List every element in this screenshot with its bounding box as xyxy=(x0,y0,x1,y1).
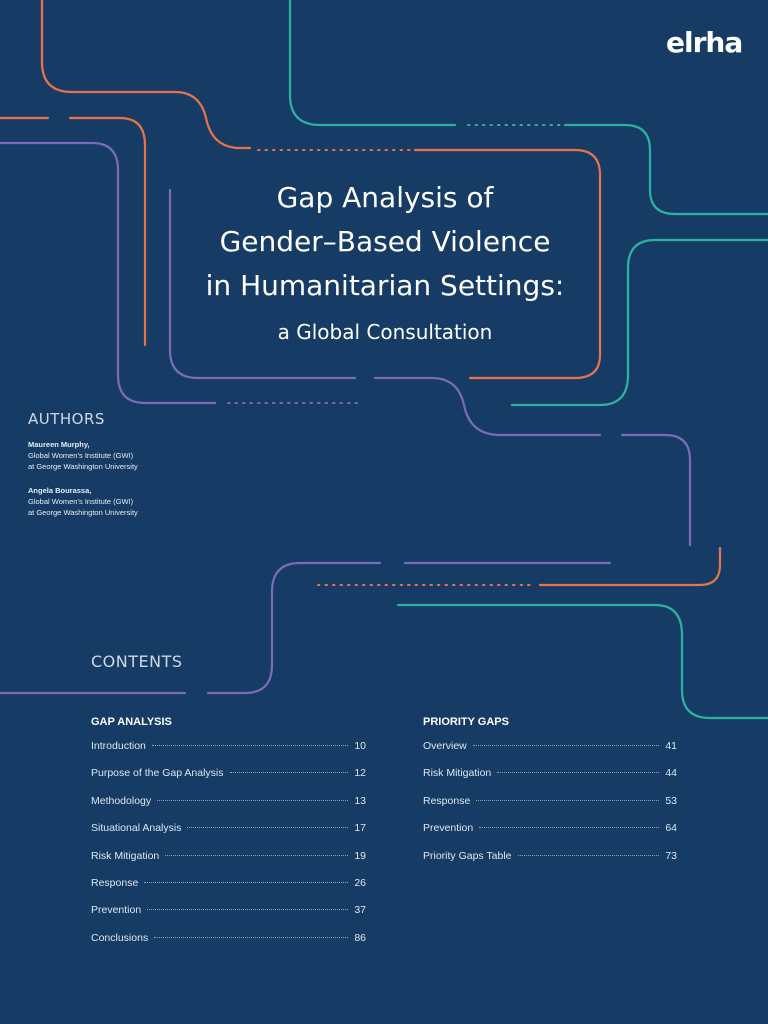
toc-entry-page: 64 xyxy=(665,822,677,835)
toc-entry-label: Risk Mitigation xyxy=(91,849,160,862)
toc-entry[interactable] xyxy=(91,877,366,904)
toc-entry-label: Conclusions xyxy=(91,931,149,944)
toc-entry-label: Risk Mitigation xyxy=(423,767,492,780)
toc-entry[interactable] xyxy=(91,795,366,822)
toc-dot-leader xyxy=(497,772,659,773)
title-line-3: in Humanitarian Settings: xyxy=(205,269,565,302)
toc-dot-leader xyxy=(230,772,349,773)
toc-dot-leader xyxy=(152,745,348,746)
toc-section-title: PRIORITY GAPS xyxy=(423,716,509,728)
toc-dot-leader xyxy=(147,909,348,910)
document-title xyxy=(175,176,595,344)
author-affiliation: at George Washington University xyxy=(28,508,138,517)
toc-dot-leader xyxy=(187,827,348,828)
toc-entry-page: 19 xyxy=(354,849,366,862)
author-affiliation: Global Women’s Institute (GWI) xyxy=(28,497,134,506)
toc-entry-page: 12 xyxy=(354,767,366,780)
toc-entry-page: 86 xyxy=(354,931,366,944)
toc-dot-leader xyxy=(165,855,348,856)
toc-entry-page: 13 xyxy=(354,794,366,807)
toc-dot-leader xyxy=(476,800,659,801)
authors-heading: AUTHORS xyxy=(28,410,105,428)
toc-entry-label: Prevention xyxy=(91,904,142,917)
elrha-logo: elrha xyxy=(666,26,743,59)
toc-dot-leader xyxy=(473,745,660,746)
toc-entry[interactable] xyxy=(423,850,677,877)
toc-entry-label: Situational Analysis xyxy=(91,822,182,835)
toc-entry-label: Purpose of the Gap Analysis xyxy=(91,767,224,780)
toc-list xyxy=(91,740,366,959)
toc-entry-label: Introduction xyxy=(91,740,146,752)
author-name: Maureen Murphy, xyxy=(28,440,90,449)
teal-lines xyxy=(290,0,768,718)
author-affiliation: Global Women’s Institute (GWI) xyxy=(28,451,134,460)
toc-entry[interactable] xyxy=(91,850,366,877)
toc-entry[interactable] xyxy=(91,904,366,931)
toc-list xyxy=(423,740,677,877)
toc-priority-gaps xyxy=(423,716,677,877)
toc-dot-leader xyxy=(479,827,659,828)
toc-entry[interactable] xyxy=(423,740,677,767)
toc-entry[interactable] xyxy=(423,795,677,822)
author-entry xyxy=(28,439,138,472)
author-affiliation: at George Washington University xyxy=(28,462,138,471)
toc-entry-page: 41 xyxy=(665,740,677,752)
toc-entry-page: 37 xyxy=(354,904,366,917)
toc-dot-leader xyxy=(144,882,348,883)
contents-heading: CONTENTS xyxy=(91,652,183,671)
toc-entry-page: 26 xyxy=(354,876,366,889)
toc-entry-label: Priority Gaps Table xyxy=(423,849,512,862)
document-subtitle: a Global Consultation xyxy=(277,320,493,344)
toc-entry[interactable] xyxy=(91,767,366,794)
toc-entry-page: 10 xyxy=(354,740,366,752)
toc-entry-label: Prevention xyxy=(423,822,474,835)
toc-entry-page: 73 xyxy=(665,849,677,862)
toc-entry-label: Methodology xyxy=(91,794,152,807)
toc-entry[interactable] xyxy=(91,932,366,959)
toc-entry[interactable] xyxy=(91,822,366,849)
toc-entry[interactable] xyxy=(423,822,677,849)
toc-dot-leader xyxy=(154,937,348,938)
toc-dot-leader xyxy=(518,855,660,856)
author-entry xyxy=(28,485,138,518)
toc-entry-label: Response xyxy=(423,794,471,807)
toc-section-title: GAP ANALYSIS xyxy=(91,716,172,728)
author-name: Angela Bourassa, xyxy=(28,486,92,495)
toc-entry-page: 44 xyxy=(665,767,677,780)
toc-entry[interactable] xyxy=(423,767,677,794)
toc-entry-page: 53 xyxy=(665,794,677,807)
toc-entry-page: 17 xyxy=(354,822,366,835)
toc-dot-leader xyxy=(157,800,348,801)
toc-entry-label: Overview xyxy=(423,740,467,752)
title-line-2: Gender–Based Violence xyxy=(219,225,551,258)
title-line-1: Gap Analysis of xyxy=(276,181,494,214)
toc-entry[interactable] xyxy=(91,740,366,767)
toc-entry-label: Response xyxy=(91,876,139,889)
toc-gap-analysis xyxy=(91,716,366,959)
